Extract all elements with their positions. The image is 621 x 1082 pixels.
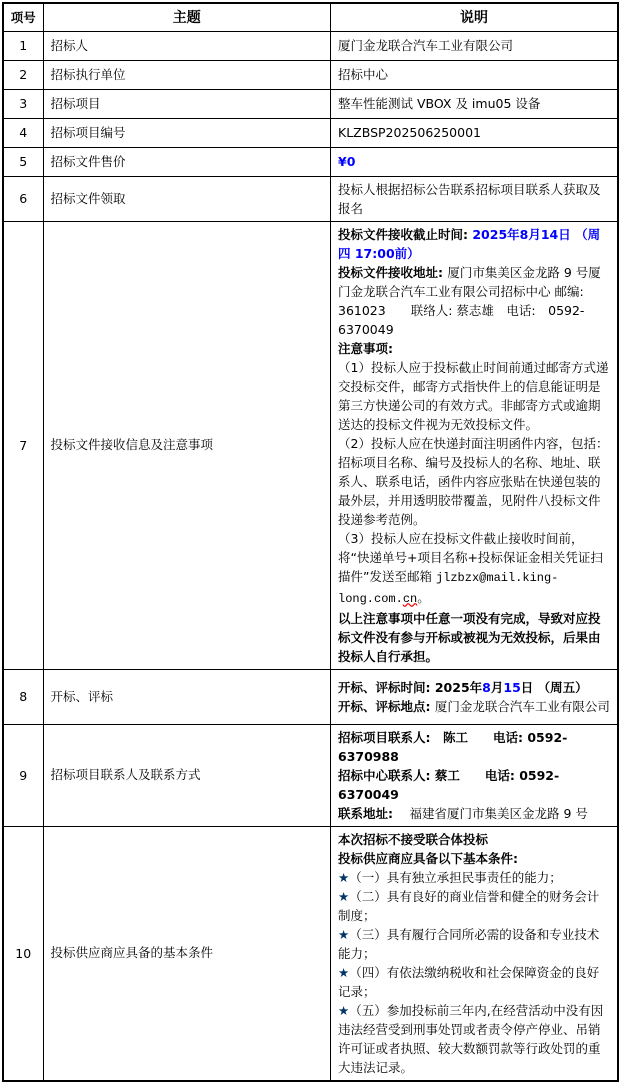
row-description — [331, 89, 619, 118]
text-segment: （3）投标人应在投标文件截止接收时间前，将“快递单号+项目名称+投标保证金相关凭证扫描件”发送至邮箱 — [338, 530, 603, 584]
star-bullet-icon: ★ — [338, 926, 350, 942]
row-description — [331, 221, 619, 669]
row-description — [331, 60, 619, 89]
table-row — [3, 118, 618, 147]
text-segment: （五）参加投标前三年内,在经营活动中没有因违法经营受到刑事处罚或者责令停产停业、吊销许可证或者执照、较大数额罚款等行政处罚的重大违法记录。 — [338, 1002, 604, 1075]
row-description — [331, 826, 619, 1081]
row-number: 5 — [3, 147, 43, 176]
spellcheck-underlined-text: cn — [402, 591, 418, 606]
text-segment: 福建省厦门市集美区金龙路 9 号 — [393, 805, 588, 821]
text-segment: 联系地址: — [338, 805, 393, 821]
row-subject: 招标执行单位 — [43, 60, 331, 89]
row-number: 6 — [3, 176, 43, 221]
table-header — [3, 3, 618, 31]
text-segment: 投标供应商应具备以下基本条件: — [338, 850, 518, 866]
description-line — [338, 225, 611, 263]
text-segment: jlzbzx@mail.king-long.com. — [338, 570, 559, 606]
text-segment: （1）投标人应于投标截止时间前通过邮寄方式递交投标交件，邮寄方式指快件上的信息能证明是第三方快递公司的有效方式。非邮寄方式或逾期送达的投标文件视为无效投标文件。 — [338, 359, 609, 432]
text-segment: 开标、评标地点: — [338, 698, 435, 714]
text-segment: 招标项目联系人: 陈工 电话: 0592-6370988 — [338, 729, 568, 764]
row-description — [331, 31, 619, 60]
row-description — [331, 176, 619, 221]
description-line — [338, 849, 611, 868]
text-segment: 投标文件接收地址: — [338, 264, 448, 280]
description-line — [338, 123, 611, 142]
text-segment: ¥0 — [338, 154, 356, 169]
row-number: 9 — [3, 724, 43, 826]
row-number: 10 — [3, 826, 43, 1081]
description-line — [338, 804, 611, 823]
text-segment: （2）投标人应在快递封面注明函件内容，包括：招标项目名称、编号及投标人的名称、地址、联系人、联系电话，函件内容应张贴在快递包装的最外层，并用透明胶带覆盖，见附件八投标文件投递参考范例。 — [338, 435, 609, 527]
table-header-row — [3, 3, 618, 31]
description-line — [338, 697, 611, 716]
text-segment: 招标中心 — [338, 67, 389, 82]
row-subject: 招标项目编号 — [43, 118, 331, 147]
text-segment: （一）具有独立承担民事责任的能力； — [349, 869, 562, 885]
description-line — [338, 94, 611, 113]
table-row — [3, 221, 618, 669]
description-line — [338, 263, 611, 339]
description-line — [338, 766, 611, 804]
tender-info-table — [2, 2, 619, 1082]
row-subject: 开标、评标 — [43, 669, 331, 724]
text-segment: 15 — [503, 679, 521, 695]
text-segment: 以上注意事项中任意一项没有完成，导致对应投标文件没有参与开标或被视为无效投标，后果由投标人自行承担。 — [338, 610, 601, 664]
row-subject: 招标文件售价 — [43, 147, 331, 176]
description-line — [338, 339, 611, 358]
text-segment: （三）具有履行合同所必需的设备和专业技术能力； — [338, 926, 600, 961]
star-bullet-icon: ★ — [338, 1002, 350, 1018]
text-segment: 厦门金龙联合汽车工业有限公司 — [434, 698, 610, 714]
description-line — [338, 925, 611, 963]
star-bullet-icon: ★ — [338, 869, 350, 885]
text-segment: 开标、评标时间: — [338, 679, 435, 695]
star-bullet-icon: ★ — [338, 964, 350, 980]
row-number: 1 — [3, 31, 43, 60]
row-description — [331, 669, 619, 724]
description-line — [338, 180, 611, 218]
row-number: 2 — [3, 60, 43, 89]
description-line — [338, 529, 611, 609]
description-line — [338, 609, 611, 666]
text-segment: 投标人根据招标公告联系招标项目联系人获取及报名 — [338, 181, 601, 216]
table-row — [3, 60, 618, 89]
text-segment: （四）有依法缴纳税收和社会保障资金的良好记录； — [338, 964, 600, 999]
row-number: 4 — [3, 118, 43, 147]
row-subject: 招标文件领取 — [43, 176, 331, 221]
text-segment: 8 — [482, 679, 491, 695]
text-segment: 2025年8月14日 （周四 17:00前） — [338, 226, 601, 261]
text-segment: 。 — [417, 589, 430, 605]
description-line — [338, 830, 611, 849]
row-subject: 招标人 — [43, 31, 331, 60]
text-segment: 注意事项: — [338, 340, 393, 356]
description-line — [338, 963, 611, 1001]
table-row — [3, 724, 618, 826]
row-description — [331, 118, 619, 147]
header-subject: 主题 — [43, 3, 331, 31]
text-segment: 招标中心联系人: 蔡工 电话: 0592-6370049 — [338, 767, 560, 802]
description-line — [338, 887, 611, 925]
row-number: 3 — [3, 89, 43, 118]
text-segment: 日 （周五） — [520, 679, 588, 695]
row-description — [331, 147, 619, 176]
text-segment: 投标文件接收截止时间: — [338, 226, 473, 242]
text-segment: 厦门金龙联合汽车工业有限公司 — [338, 38, 514, 53]
text-segment: 2025年 — [434, 679, 483, 695]
table-row — [3, 147, 618, 176]
header-description: 说明 — [331, 3, 619, 31]
row-description — [331, 724, 619, 826]
description-line — [338, 65, 611, 84]
table-row — [3, 826, 618, 1081]
table-row — [3, 31, 618, 60]
description-line — [338, 434, 611, 529]
text-segment: 本次招标不接受联合体投标 — [338, 831, 489, 847]
table-row — [3, 89, 618, 118]
text-segment: （二）具有良好的商业信誉和健全的财务会计制度； — [338, 888, 600, 923]
text-segment: KLZBSP202506250001 — [338, 125, 481, 140]
description-line — [338, 36, 611, 55]
table-body — [3, 31, 618, 1081]
description-line — [338, 868, 611, 887]
row-subject: 投标供应商应具备的基本条件 — [43, 826, 331, 1081]
header-item-number: 项号 — [3, 3, 43, 31]
row-subject: 招标项目 — [43, 89, 331, 118]
text-segment: 月 — [490, 679, 504, 695]
row-subject: 招标项目联系人及联系方式 — [43, 724, 331, 826]
description-line — [338, 678, 611, 697]
row-number: 7 — [3, 221, 43, 669]
description-line — [338, 358, 611, 434]
text-segment: 厦门市集美区金龙路 9 号厦门金龙联合汽车工业有限公司招标中心 邮编: 361023 联络人: 蔡志雄 电话: 0592-6370049 — [338, 264, 601, 337]
table-row — [3, 669, 618, 724]
star-bullet-icon: ★ — [338, 888, 350, 904]
row-subject: 投标文件接收信息及注意事项 — [43, 221, 331, 669]
description-line — [338, 1001, 611, 1077]
table-row — [3, 176, 618, 221]
description-line — [338, 152, 611, 171]
row-number: 8 — [3, 669, 43, 724]
description-line — [338, 728, 611, 766]
text-segment: 整车性能测试 VBOX 及 imu05 设备 — [338, 96, 541, 111]
